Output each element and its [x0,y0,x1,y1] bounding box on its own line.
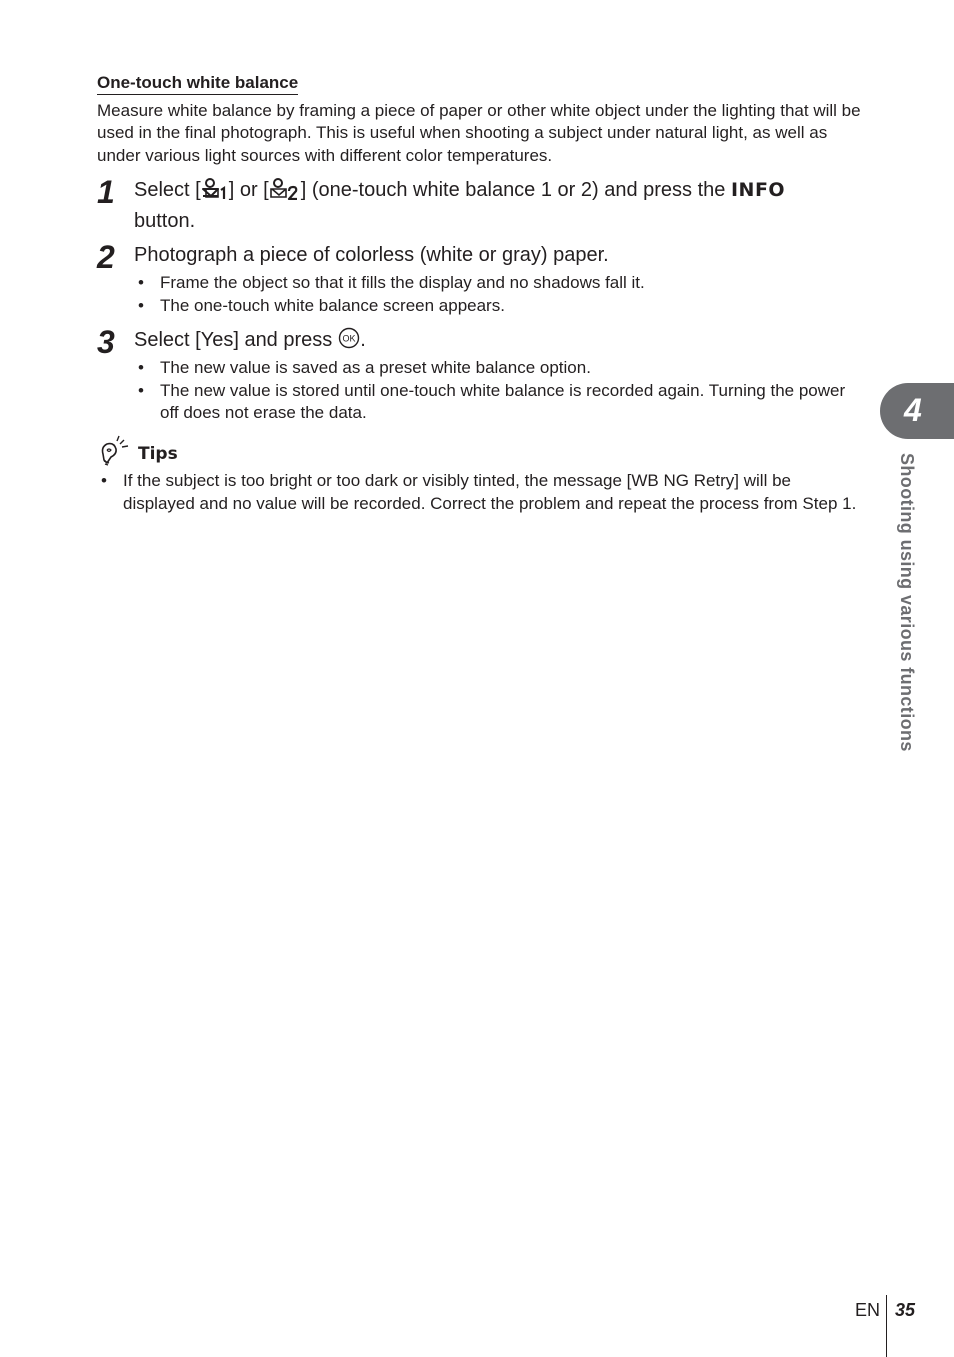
step-1-text-part: button. [134,210,196,232]
list-item [134,380,854,425]
step-2-text: Photograph a piece of colorless (white or gray) paper. [134,244,609,266]
step-1-text-part: Select [ [134,179,201,201]
one-touch-wb-1-icon [202,178,228,208]
list-item [134,295,844,318]
footer-language: EN [855,1300,881,1320]
step-1-text-part: ] (one-touch white balance 1 or 2) and press the [300,179,726,201]
svg-text:OK: OK [342,333,356,344]
tips-label: Tips [138,444,178,464]
step-3-bullets [134,357,854,425]
bullet-text: The one-touch white balance screen appears. [160,295,505,315]
bullet-text: The new value is saved as a preset white balance option. [160,358,591,377]
section-heading: One-touch white balance [97,73,298,95]
step-3-text [134,327,844,357]
chapter-number: 4 [904,392,922,428]
chapter-tab [880,383,954,439]
bullet-dot: • [138,380,144,400]
step-1-text-part: ] or [ [228,179,269,201]
bullet-text: The new value is stored until one-touch white balance is recorded again. Turning the power off does not erase the data. [160,380,846,422]
footer-divider [886,1295,887,1357]
intro-paragraph: Measure white balance by framing a piece of paper or other white object under the lighting that will be used in the final photograph. This is useful when shooting a subject under natural light, as well as under various light sources with different color temperatures. [97,101,861,165]
list-item [97,470,862,515]
bullet-dot: • [138,273,144,292]
tips-lightbulb-icon [97,434,131,473]
tip-text: If the subject is too bright or too dark or visibly tinted, the message [WB NG Retry] will be displayed and no value will be recorded. Correct the problem and repeat the process from Step 1. [123,471,857,513]
info-button-label: INFO [730,179,786,201]
step-3-text-part: . [360,329,366,351]
bullet-dot: • [138,295,144,315]
ok-button-icon [338,327,360,357]
step-3-text-part: Select [Yes] and press [134,329,333,351]
bullet-dot: • [101,471,107,490]
one-touch-wb-2-icon [270,178,300,208]
step-2-bullets [134,272,844,317]
list-item [134,272,844,295]
tips-list [97,470,862,515]
step-number: 3 [97,324,115,360]
chapter-title: Shooting using various functions [897,453,917,752]
step-1-text [134,177,844,235]
bullet-text: Frame the object so that it fills the display and no shadows fall it. [160,273,645,292]
list-item [134,357,854,380]
step-number: 1 [97,174,115,210]
bullet-dot: • [138,358,144,377]
step-number: 2 [97,239,115,275]
page-number: 35 [895,1300,916,1320]
